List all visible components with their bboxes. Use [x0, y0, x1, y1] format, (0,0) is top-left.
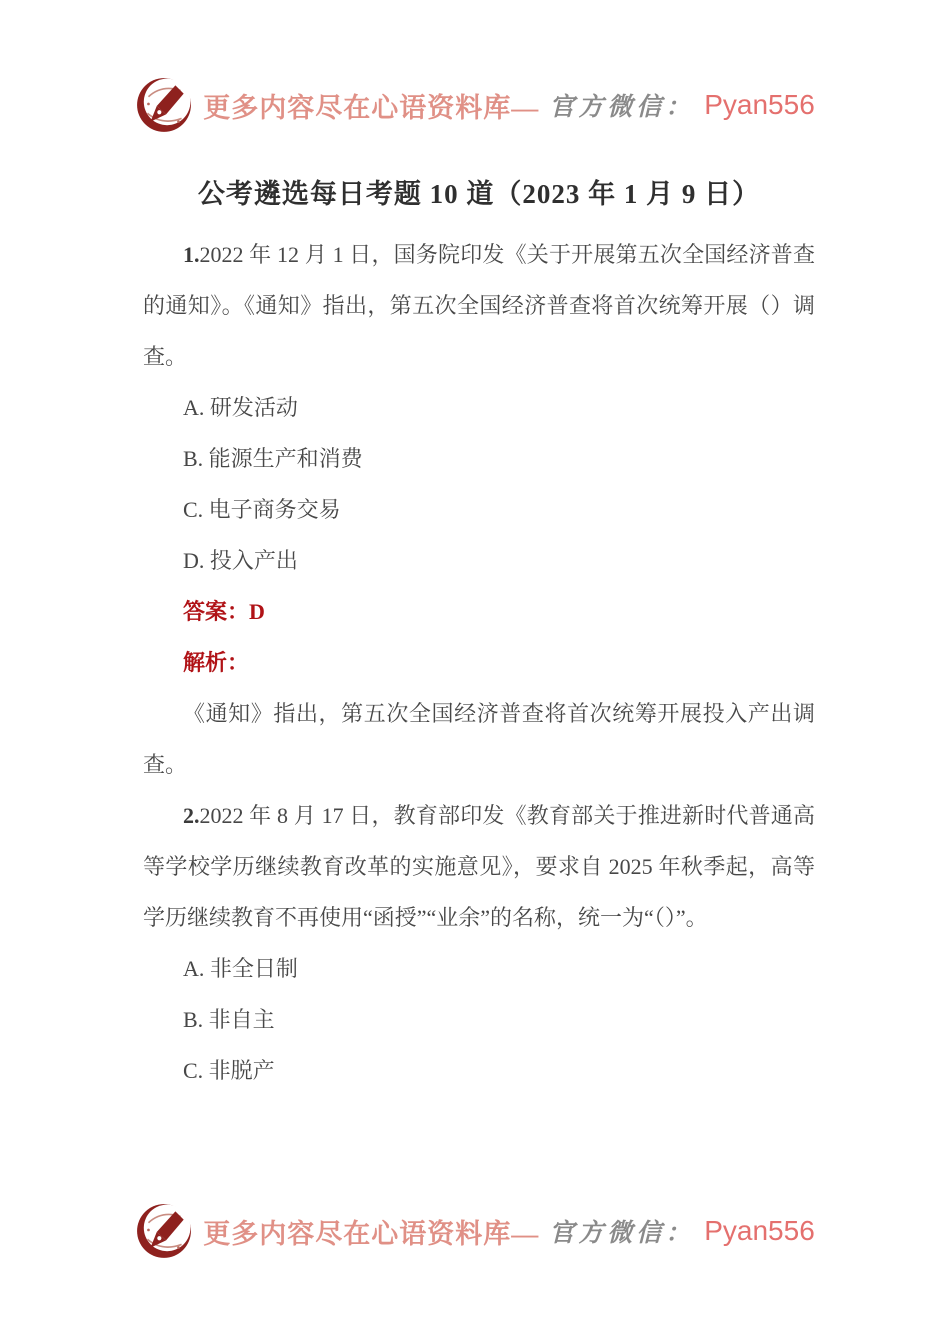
question-1-text: 2022 年 12 月 1 日，国务院印发《关于开展第五次全国经济普查的通知》。《通知》指出，第五次全国经济普查将首次统筹开展（）调查。 — [143, 242, 815, 369]
question-2-stem — [143, 790, 815, 943]
question-2-option-b: B. 非自主 — [183, 1007, 275, 1032]
questions-area — [143, 229, 815, 1096]
footer-branding — [0, 1202, 950, 1260]
question-1-option-a: A. 研发活动 — [183, 395, 298, 420]
question-2-option-c: C. 非脱产 — [183, 1058, 275, 1083]
question-2-text: 2022 年 8 月 17 日，教育部印发《教育部关于推进新时代普通高等学校学历继续教育改革的实施意见》，要求自 2025 年秋季起，高等学历继续教育不再使用“函授”“业余”的名称，统一为“（）”。 — [143, 803, 815, 930]
question-2-number: 2. — [183, 803, 200, 828]
question-1-analysis-label: 解析： — [183, 650, 250, 675]
wechat-id: Pyan556 — [704, 1215, 815, 1246]
page-title: 公考遴选每日考题 10 道（2023 年 1 月 9 日） — [197, 179, 761, 209]
question-1-option-b: B. 能源生产和消费 — [183, 446, 363, 471]
question-1-number: 1. — [183, 242, 200, 267]
question-1-analysis: 《通知》指出，第五次全国经济普查将首次统筹开展投入产出调查。 — [143, 701, 815, 777]
question-1-option-d: D. 投入产出 — [183, 548, 298, 573]
question-1-stem — [143, 229, 815, 382]
brand-slogan: 更多内容尽在心语资料库— — [203, 92, 540, 123]
question-1-option-c: C. 电子商务交易 — [183, 497, 341, 522]
document-body — [143, 0, 815, 1096]
pen-emblem-icon — [135, 1202, 193, 1260]
question-2-option-a: A. 非全日制 — [183, 956, 298, 981]
brand-slogan: 更多内容尽在心语资料库— — [203, 1218, 540, 1249]
wechat-label: 官方微信： — [549, 1220, 695, 1247]
wechat-id: Pyan556 — [704, 89, 815, 120]
question-1-answer: 答案：D — [183, 599, 265, 624]
wechat-label: 官方微信： — [549, 94, 695, 121]
